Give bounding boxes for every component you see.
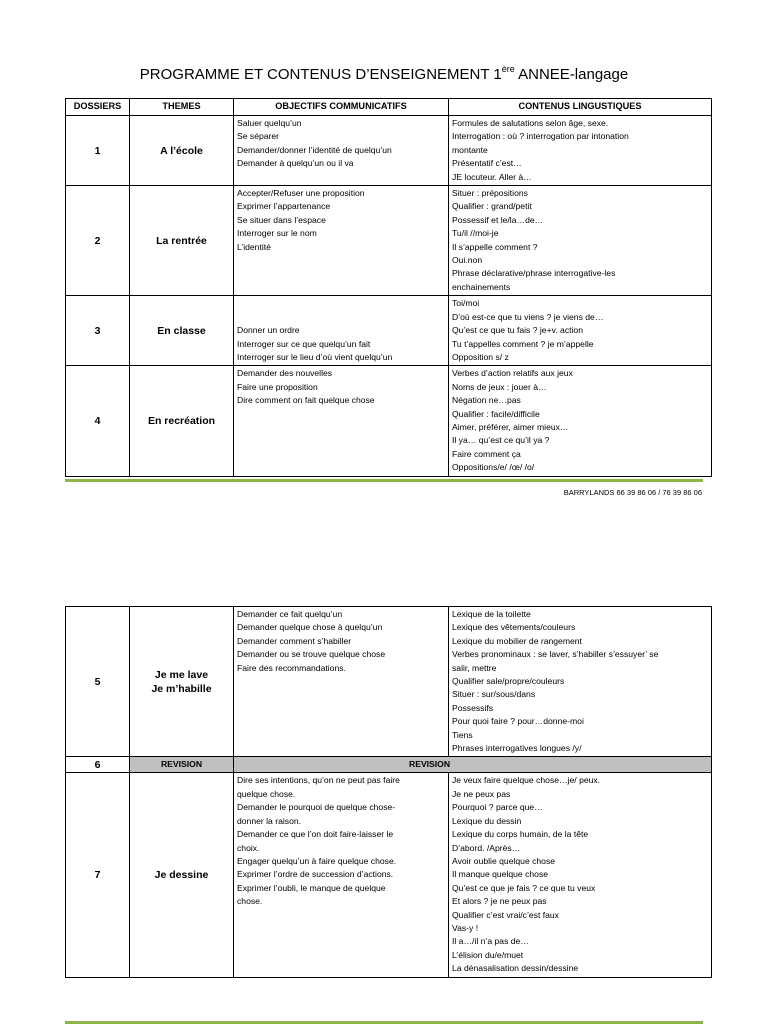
- content-item: Vas-y !: [452, 922, 479, 933]
- objective-item: Interroger sur le lieu d’où vient quelqu’un: [237, 351, 393, 362]
- content-item: D’abord. /Après…: [452, 842, 521, 853]
- objective-item: Demander ce que l’on doit faire-laisser le: [237, 829, 394, 840]
- objective-item: Demander quelque chose à quelqu’un: [237, 622, 383, 633]
- objective-item: [237, 297, 445, 310]
- content-item: Situer : sur/sous/dans: [452, 689, 536, 700]
- objective-item: Demander ce fait quelqu’un: [237, 609, 343, 619]
- content-item: Tiens: [452, 729, 473, 740]
- objective-item: Demander à quelqu’un ou il va: [237, 158, 354, 169]
- content-item: Aimer, préférer, aimer mieux…: [452, 421, 569, 432]
- contenus-cell: [449, 296, 712, 366]
- objective-item: quelque chose.: [237, 788, 296, 799]
- theme-line: A l’école: [160, 144, 203, 157]
- content-item: Il s’appelle comment ?: [452, 241, 538, 252]
- content-item: Lexique des vêtements/couleurs: [452, 622, 576, 633]
- header-row: [66, 99, 712, 116]
- contenus-cell: [449, 116, 712, 186]
- content-item: Noms de jeux : jouer à…: [452, 381, 547, 392]
- content-item: Opposition s/ z: [452, 351, 509, 362]
- objective-item: Dire comment on fait quelque chose: [237, 395, 375, 406]
- objective-item: Interroger sur le nom: [237, 228, 317, 239]
- contenus-cell: [449, 186, 712, 296]
- objective-item: Exprimer l’oubli, le manque de quelque: [237, 882, 386, 893]
- content-item: Il manque quelque chose: [452, 869, 549, 880]
- objective-item: Accepter/Refuser une proposition: [237, 188, 365, 199]
- content-item: enchainements: [452, 281, 511, 292]
- objective-item: [237, 311, 445, 324]
- header-contenus: CONTENUS LINGUSTIQUES: [449, 99, 712, 116]
- content-item: Possessif et le/la…de…: [452, 214, 544, 225]
- objective-item: donner la raison.: [237, 815, 302, 826]
- theme-name: [130, 296, 234, 366]
- content-item: Avoir oublie quelque chose: [452, 855, 556, 866]
- content-item: Pour quoi faire ? pour…donne-moi: [452, 716, 584, 727]
- objective-item: Exprimer l’ordre de succession d’actions.: [237, 869, 394, 880]
- content-item: Pourquoi ? parce que…: [452, 802, 543, 813]
- revision-cell: REVISION: [234, 757, 712, 773]
- theme-name: [130, 186, 234, 296]
- content-item: Lexique de la toilette: [452, 609, 531, 619]
- objective-item: chose.: [237, 896, 263, 907]
- theme-name: [130, 773, 234, 977]
- content-item: Négation ne…pas: [452, 395, 521, 406]
- content-item: Et alors ? je ne peux pas: [452, 896, 547, 907]
- revision-cell: REVISION: [130, 757, 234, 773]
- row-number: 6: [66, 757, 130, 773]
- header-objectifs: OBJECTIFS COMMUNICATIFS: [234, 99, 449, 116]
- divider-line: [65, 479, 703, 482]
- program-table-page1: [65, 98, 712, 477]
- content-item: Verbes pronominaux : se laver, s’habiller s’essuyer’ se: [452, 649, 659, 660]
- row-number: 4: [66, 366, 130, 476]
- content-item: Phrases interrogatives longues /y/: [452, 743, 582, 754]
- content-item: Oppositions/e/ /œ/ /o/: [452, 462, 535, 473]
- objectifs-cell: [234, 186, 449, 296]
- table-row: [66, 607, 712, 757]
- content-item: L’élision du/e/muet: [452, 949, 524, 960]
- content-item: D’où est-ce que tu viens ? je viens de…: [452, 311, 604, 322]
- content-item: Présentatif c’est…: [452, 158, 522, 169]
- content-item: Je veux faire quelque chose…je/ peux.: [452, 775, 601, 786]
- table-row: [66, 296, 712, 366]
- content-item: Phrase déclarative/phrase interrogative-les: [452, 268, 616, 279]
- content-item: Qualifier : facile/difficile: [452, 408, 540, 419]
- table-row: [66, 186, 712, 296]
- objective-item: L’identité: [237, 241, 271, 252]
- objectifs-cell: [234, 296, 449, 366]
- content-item: Lexique du mobilier de rangement: [452, 635, 582, 646]
- content-item: Qualifier : grand/petit: [452, 201, 532, 212]
- objective-item: Interroger sur ce que quelqu’un fait: [237, 338, 371, 349]
- row-number: 1: [66, 116, 130, 186]
- content-item: Il ya… qu’est ce qu’il ya ?: [452, 435, 550, 446]
- objective-item: Dire ses intentions, qu’on ne peut pas faire: [237, 775, 400, 786]
- objective-item: Se séparer: [237, 131, 280, 142]
- content-item: Toi/moi: [452, 298, 480, 309]
- objective-item: Donner un ordre: [237, 325, 300, 336]
- content-item: JE locuteur. Aller à…: [452, 171, 532, 182]
- objective-item: Demander comment s’habiller: [237, 635, 352, 646]
- page-title: PROGRAMME ET CONTENUS D’ENSEIGNEMENT 1ère ANNEE-langage: [139, 64, 629, 83]
- content-item: Verbes d’action relatifs aux jeux: [452, 368, 573, 379]
- content-item: Possessifs: [452, 702, 494, 713]
- content-item: Qualifier c’est vrai/c’est faux: [452, 909, 559, 920]
- revision-row: [66, 757, 712, 773]
- objectifs-cell: [234, 366, 449, 476]
- content-item: Tu t’appelles comment ? je m’appelle: [452, 338, 594, 349]
- content-item: Formules de salutations selon âge, sexe.: [452, 118, 609, 128]
- row-number: 7: [66, 773, 130, 977]
- theme-name: [130, 366, 234, 476]
- objective-item: Engager quelqu’un à faire quelque chose.: [237, 855, 397, 866]
- row-number: 3: [66, 296, 130, 366]
- objective-item: Demander ou se trouve quelque chose: [237, 649, 386, 660]
- objective-item: choix.: [237, 842, 260, 853]
- theme-line: En classe: [157, 324, 206, 337]
- content-item: salir, mettre: [452, 662, 497, 673]
- theme-line: En recréation: [147, 414, 216, 427]
- theme-line: Je me lave: [154, 668, 209, 681]
- row-number: 5: [66, 607, 130, 757]
- content-item: Qualifier sale/propre/couleurs: [452, 676, 565, 687]
- contenus-cell: [449, 773, 712, 977]
- header-dossiers: DOSSIERS: [66, 99, 130, 116]
- table-row: [66, 116, 712, 186]
- content-item: montante: [452, 144, 488, 155]
- table-row: [66, 366, 712, 476]
- content-item: Il a…/il n’a pas de…: [452, 936, 529, 947]
- objective-item: Faire une proposition: [237, 381, 318, 392]
- contenus-cell: [449, 607, 712, 757]
- content-item: Je ne peux pas: [452, 788, 511, 799]
- objective-item: Faire des recommandations.: [237, 662, 346, 673]
- objective-item: Exprimer l’appartenance: [237, 201, 331, 212]
- objectifs-cell: [234, 607, 449, 757]
- theme-line: Je dessine: [154, 869, 209, 882]
- content-item: Qu’est ce que je fais ? ce que tu veux: [452, 882, 596, 893]
- program-table-page2: [65, 606, 712, 978]
- content-item: La dénasalisation dessin/dessine: [452, 963, 579, 974]
- theme-line: La rentrée: [156, 234, 207, 247]
- theme-line: Je m’habille: [151, 682, 212, 695]
- objective-item: Demander des nouvelles: [237, 368, 333, 379]
- objective-item: Demander/donner l’identité de quelqu’un: [237, 144, 392, 155]
- objective-item: Se situer dans l’espace: [237, 214, 326, 225]
- objectifs-cell: [234, 116, 449, 186]
- content-item: Oui.non: [452, 255, 483, 266]
- content-item: Interrogation : où ? interrogation par intonation: [452, 131, 629, 142]
- content-item: Tu/il //moi-je: [452, 228, 499, 239]
- content-item: Qu’est ce que tu fais ? je+v. action: [452, 325, 583, 336]
- content-item: Lexique du dessin: [452, 815, 522, 826]
- theme-name: [130, 116, 234, 186]
- footer-contact: BARRYLANDS 66 39 86 06 / 76 39 86 06: [563, 488, 702, 497]
- content-item: Situer : prépositions: [452, 188, 528, 199]
- contenus-cell: [449, 366, 712, 476]
- table-row: [66, 773, 712, 977]
- objective-item: Saluer quelqu’un: [237, 118, 302, 128]
- content-item: Faire comment ça: [452, 448, 521, 459]
- row-number: 2: [66, 186, 130, 296]
- header-themes: THEMES: [130, 99, 234, 116]
- objectifs-cell: [234, 773, 449, 977]
- objective-item: Demander le pourquoi de quelque chose-: [237, 802, 396, 813]
- content-item: Lexique du corps humain, de la tête: [452, 829, 589, 840]
- theme-name: [130, 607, 234, 757]
